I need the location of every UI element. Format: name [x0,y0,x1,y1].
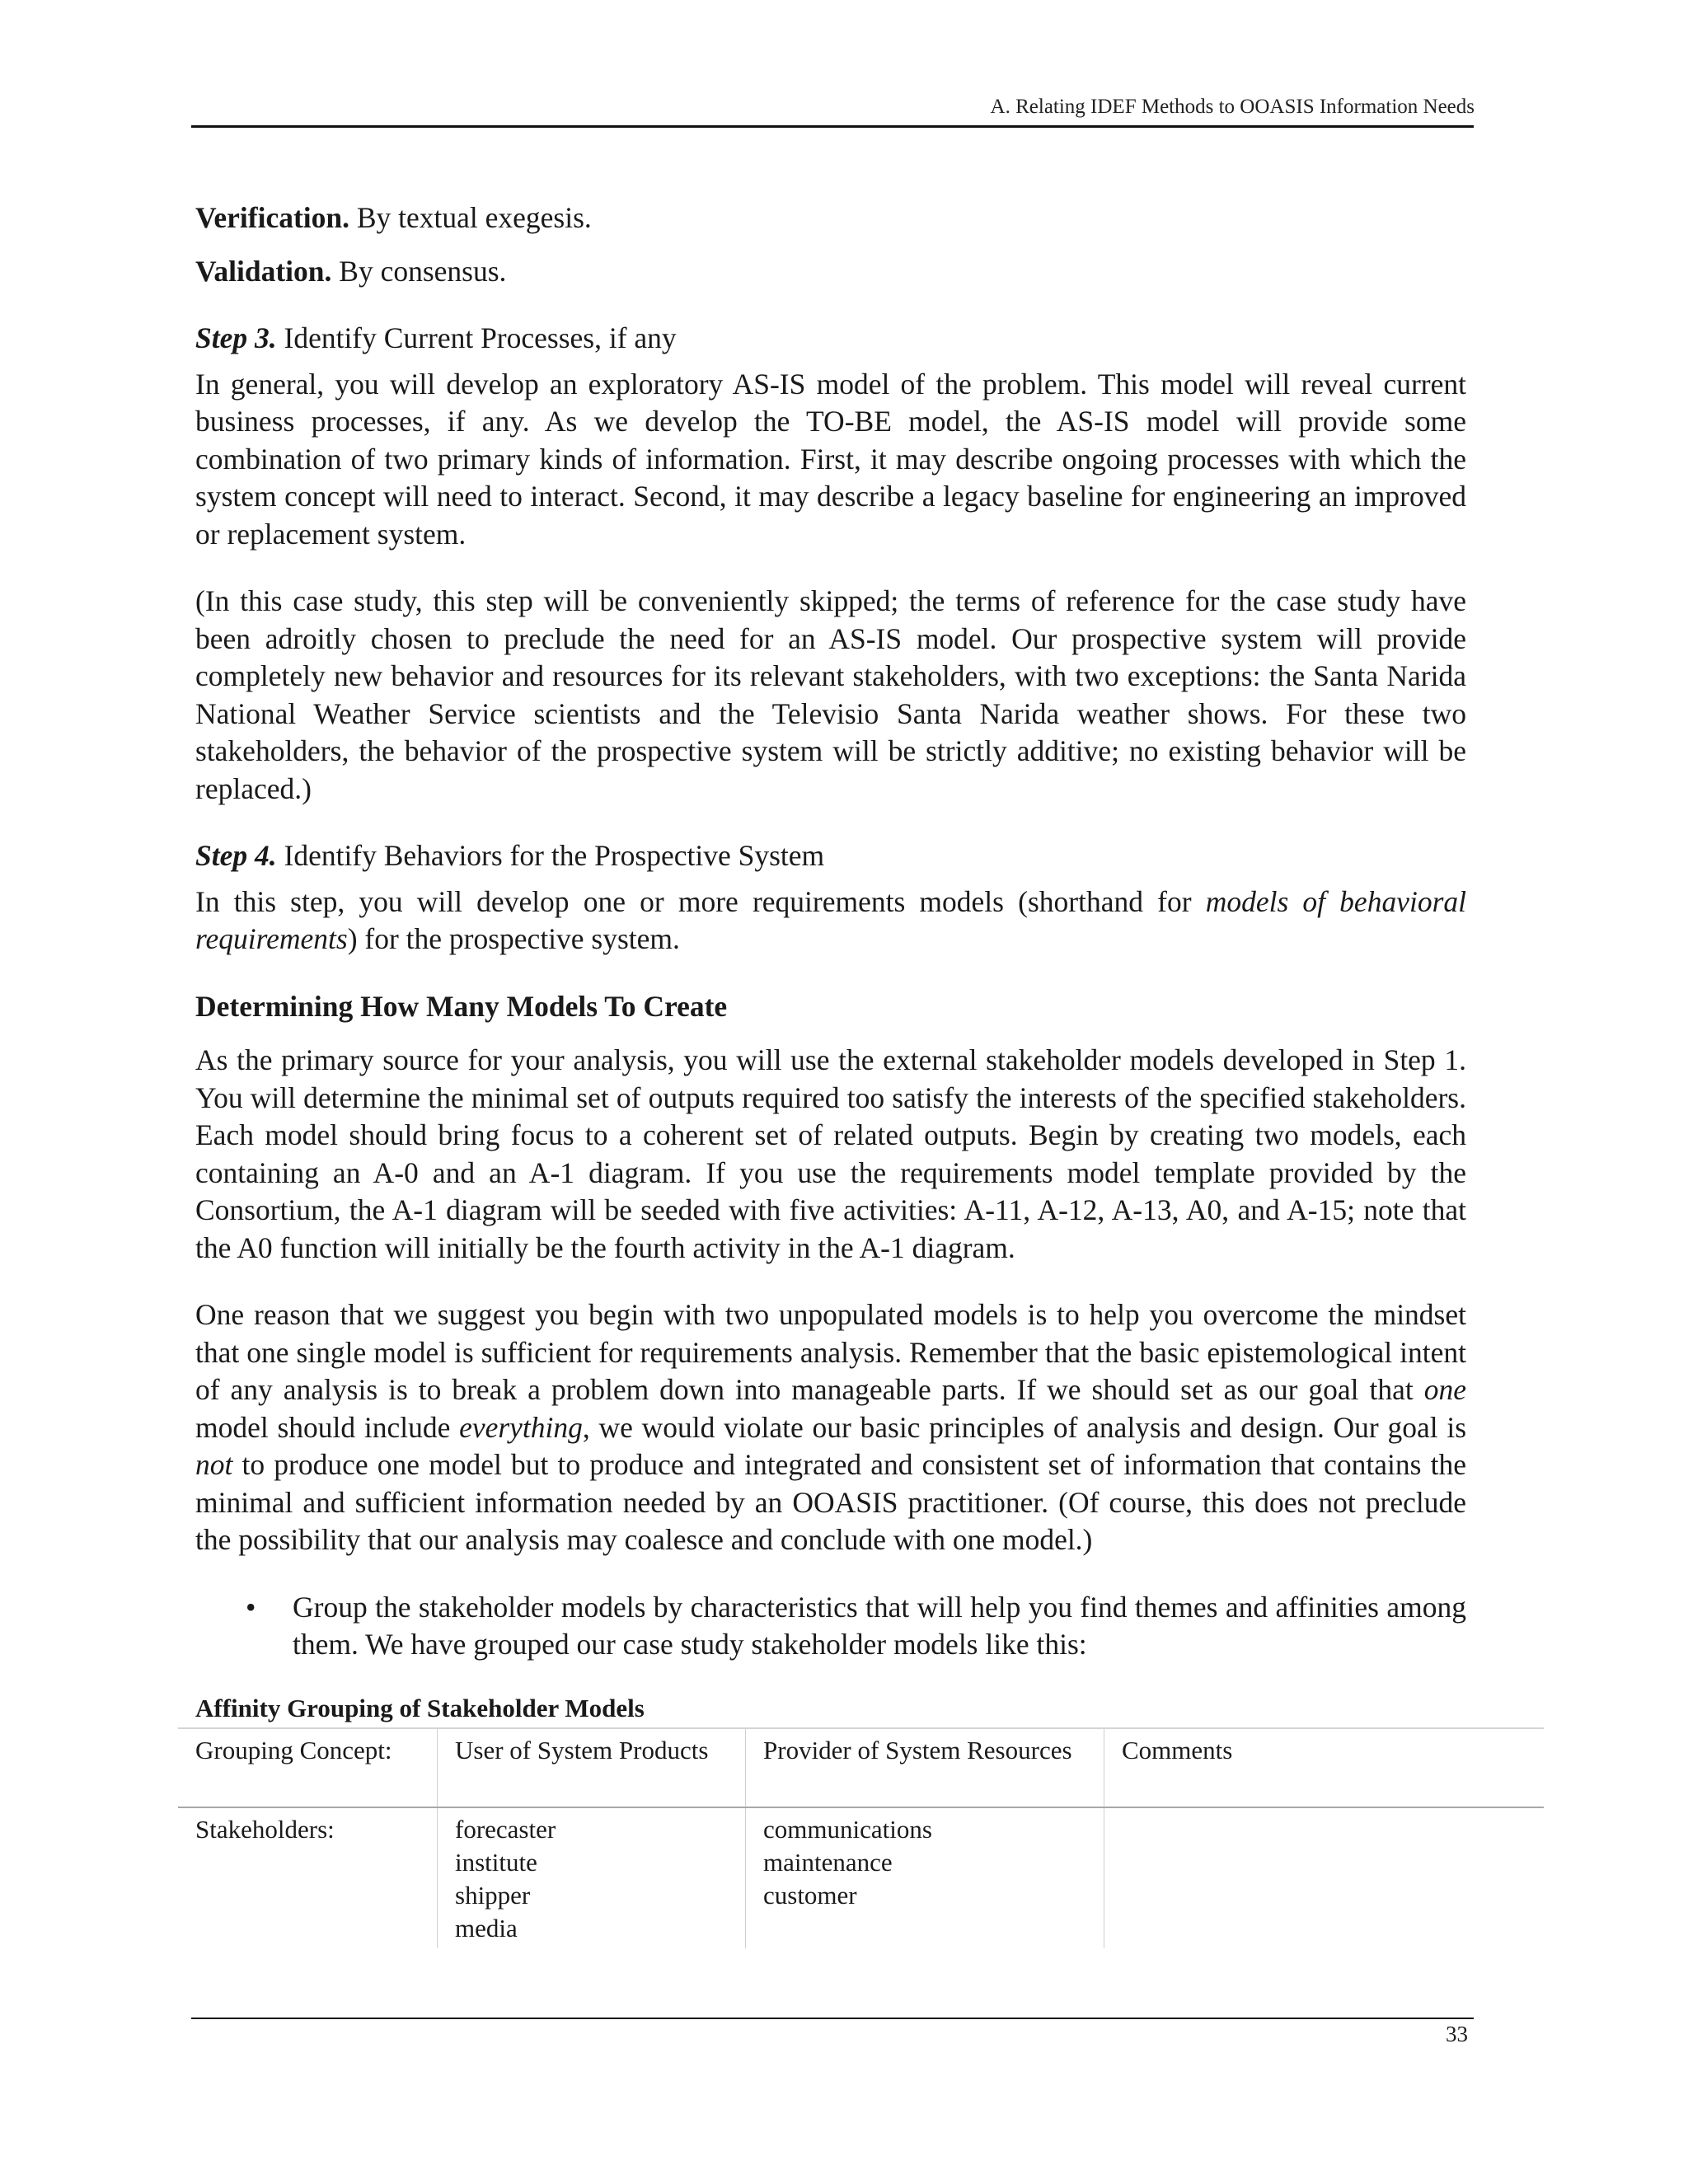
bullet-text: Group the stakeholder models by characteristics that will help you find themes and affinities among them. We have grouped our case study stakeholder models like this: [293,1590,1466,1661]
page-number: 33 [1446,2022,1468,2046]
table-header-cell: Comments [1104,1728,1545,1807]
verification-text: By textual exegesis. [349,201,592,234]
provider-item: maintenance [763,1848,893,1877]
table-header-cell: User of System Products [438,1728,746,1807]
reason-text-2: model should include [195,1410,460,1444]
verification-label: Verification. [195,201,349,234]
footer-rule [191,2018,1474,2019]
step3-title: Identify Current Processes, if any [276,321,677,354]
table-caption: Affinity Grouping of Stakeholder Models [195,1693,645,1722]
step3-heading [195,320,1466,358]
reason-paragraph [195,1296,1466,1559]
validation-paragraph [195,253,1466,291]
table-cell-providers [746,1807,1104,1948]
header-rule [191,125,1474,128]
table-row [178,1807,1544,1948]
user-item: media [455,1914,518,1943]
user-item: forecaster [455,1815,556,1844]
section-heading: Determining How Many Models To Create [195,989,728,1023]
running-header: A. Relating IDEF Methods to OOASIS Information Needs [990,96,1475,118]
step4-title: Identify Behaviors for the Prospective System [276,839,825,872]
step4-label: Step 4. [195,839,277,872]
reason-emphasis-one: one [1423,1373,1466,1406]
reason-text-4: to produce one model but to produce and integrated and consistent set of information that contains the minimal and sufficient information needed by an OOASIS practitioner. (Of course, this does not preclude the possibility that our analysis may coalesce and conclude with one model.) [195,1448,1466,1556]
table-header-cell: Grouping Concept: [178,1728,438,1807]
affinity-table [178,1727,1544,1948]
provider-item: communications [763,1815,932,1844]
bullet-icon: • [246,1590,256,1624]
table-cell-users [438,1807,746,1948]
step3-case-note: (In this case study, this step will be conveniently skipped; the terms of reference for the case study have been adroitly chosen to preclude the need for an AS-IS model. Our prospective system will provide completely new behavior and resources for its relevant stakeholders, with two exceptions: the Santa Narida National Weather Service scientists and the Televisio Santa Narida weather shows. For these two stakeholders, the behavior of the prospective system will be strictly additive; no existing behavior will be replaced.) [195,584,1466,805]
step4-body [195,883,1466,958]
user-item: shipper [455,1881,531,1910]
bullet-list [195,1589,1466,1664]
user-item: institute [455,1848,537,1877]
reason-emphasis-everything: everything [459,1410,583,1444]
table-cell-row-label: Stakeholders: [195,1815,335,1844]
step4-body-italic: models of behavioral requirements [195,884,1466,955]
step3-label: Step 3. [195,321,277,354]
reason-text-1: One reason that we suggest you begin with two unpopulated models is to help you overcome the mindset that one single model is sufficient for requirements analysis. Remember that the basic epistemological intent of any analysis is to break a problem down into manageable parts. If we should set as our goal that [195,1298,1466,1406]
step4-body-end: ) for the prospective system. [347,922,680,955]
step3-body: In general, you will develop an exploratory AS-IS model of the problem. This model will reveal current business processes, if any. As we develop the TO-BE model, the AS-IS model will provide some combination of two primary kinds of information. First, it may describe ongoing processes with which the system concept will need to interact. Second, it may describe a legacy baseline for engineering an improved or replacement system. [195,367,1466,551]
table-cell-comments [1104,1807,1545,1948]
primary-source-paragraph: As the primary source for your analysis, you will use the external stakeholder models developed in Step 1. You will determine the minimal set of outputs required too satisfy the interests of the specified stakeholders. Each model should bring focus to a coherent set of related outputs. Begin by creating two models, each containing an A-0 and an A-1 diagram. If you use the requirements model template provided by the Consortium, the A-1 diagram will be seeded with five activities: A-11, A-12, A-13, A0, and A-15; note that the A0 function will initially be the fourth activity in the A-1 diagram. [195,1043,1466,1264]
reason-emphasis-not: not [195,1448,233,1481]
table-header-cell: Provider of System Resources [746,1728,1104,1807]
list-item [195,1589,1466,1664]
validation-label: Validation. [195,254,332,288]
verification-paragraph [195,199,1466,237]
provider-item: customer [763,1881,857,1910]
step4-body-start: In this step, you will develop one or more requirements models (shorthand for [195,884,1206,918]
step4-heading [195,837,1466,875]
reason-text-3: , we would violate our basic principles of analysis and design. Our goal is [582,1410,1467,1444]
page-content [195,191,1466,1725]
table-header-row [178,1728,1544,1807]
validation-text: By consensus. [331,254,507,288]
